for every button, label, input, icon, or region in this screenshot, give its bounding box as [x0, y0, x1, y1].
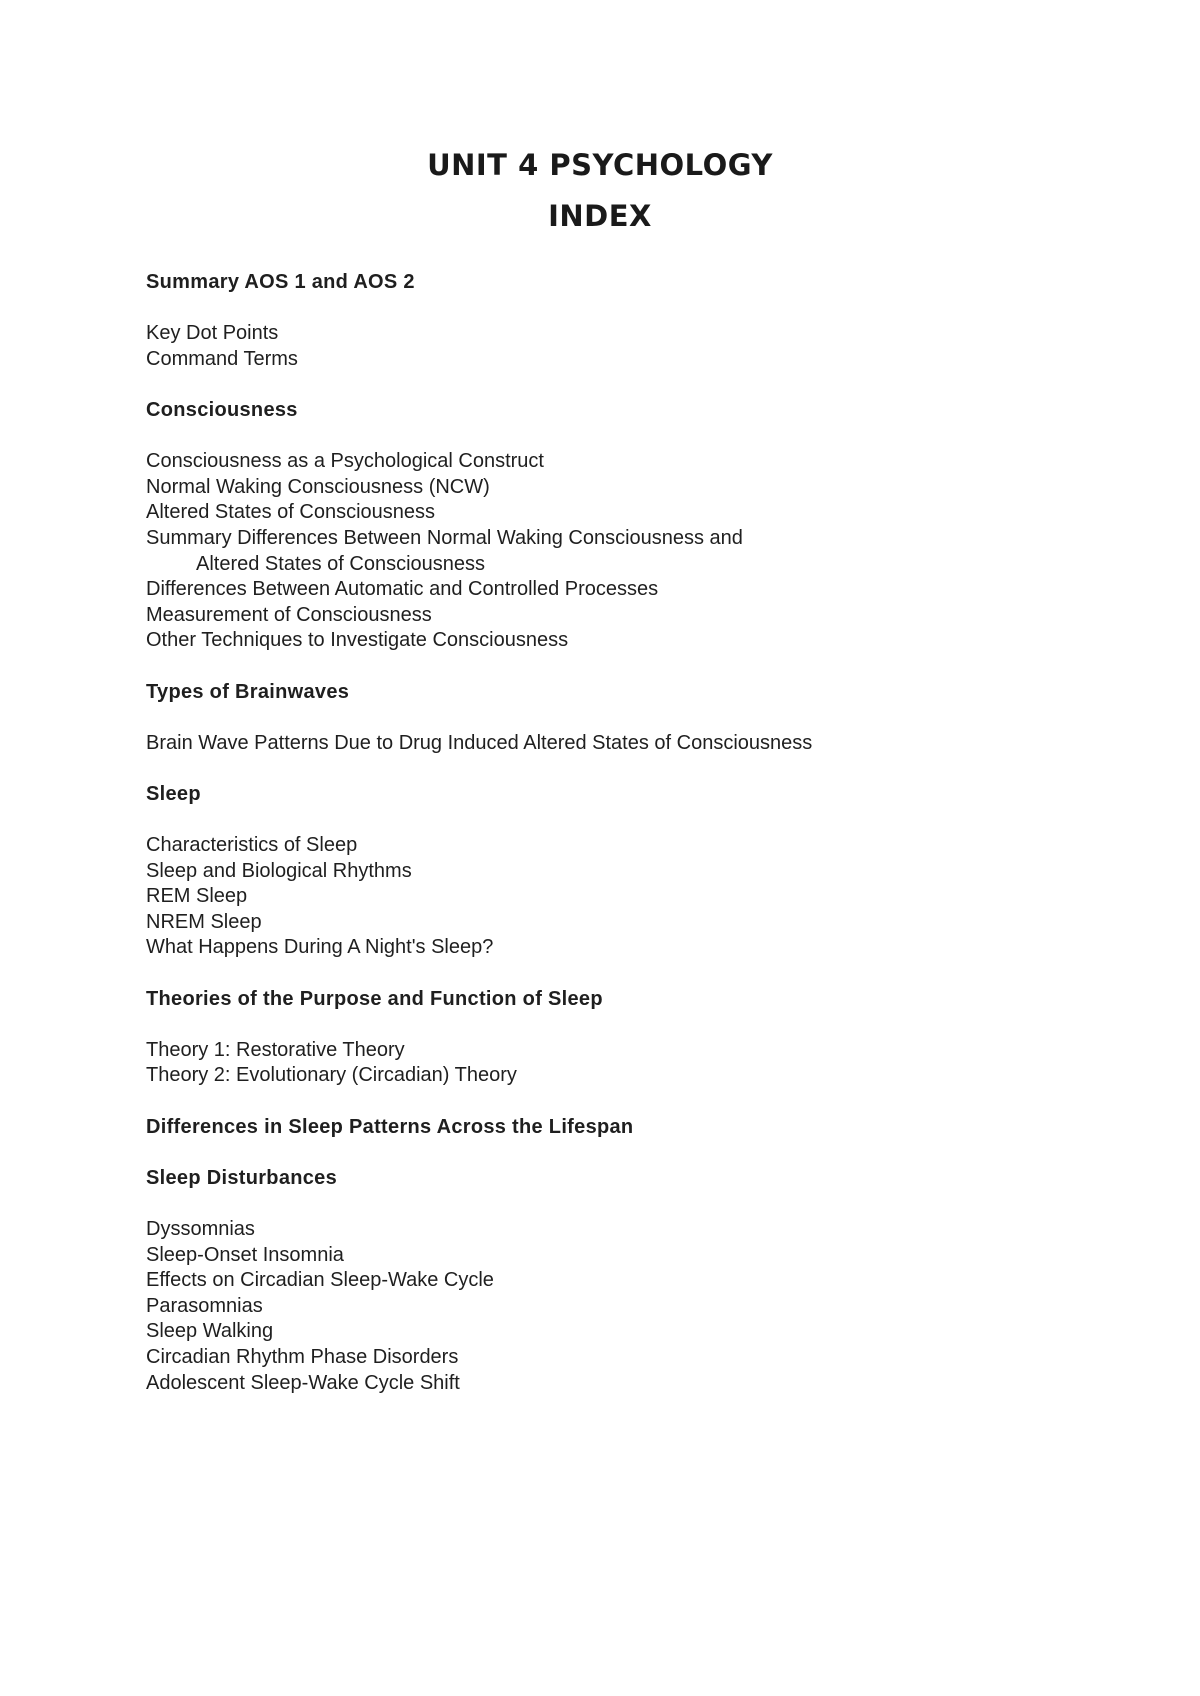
index-entry: Circadian Rhythm Phase Disorders [146, 1345, 459, 1368]
section-heading: Theories of the Purpose and Function of Sleep [146, 987, 603, 1010]
index-entry: Altered States of Consciousness [146, 501, 436, 524]
section-heading: Sleep Disturbances [146, 1166, 338, 1189]
index-entry: Summary Differences Between Normal Waking Consciousness and [146, 526, 743, 549]
section-sleep-theories [146, 987, 1106, 1089]
section-heading: Differences in Sleep Patterns Across the Lifespan [146, 1115, 634, 1138]
section-items [146, 1217, 1106, 1396]
index-entry: Characteristics of Sleep [146, 834, 358, 857]
index-entry: Other Techniques to Investigate Consciousness [146, 629, 569, 652]
index-entry: Parasomnias [146, 1294, 263, 1317]
index-entry: Adolescent Sleep-Wake Cycle Shift [146, 1371, 460, 1394]
section-heading: Summary AOS 1 and AOS 2 [146, 271, 415, 293]
section-sleep-disturbances [146, 1166, 1106, 1396]
section-heading: Types of Brainwaves [146, 680, 350, 703]
section-items [146, 731, 1106, 757]
section-items [146, 833, 1106, 961]
section-sleep [146, 782, 1106, 961]
index-entry: NREM Sleep [146, 910, 262, 933]
index-entry: Differences Between Automatic and Controlled Processes [146, 578, 659, 601]
index-entry: Command Terms [146, 347, 298, 370]
section-heading: Sleep [146, 782, 201, 805]
section-lifespan [146, 1115, 1106, 1141]
index-entry: Sleep Walking [146, 1320, 274, 1343]
index-entry: Effects on Circadian Sleep-Wake Cycle [146, 1269, 494, 1292]
section-items [146, 321, 1106, 372]
section-items [146, 449, 1106, 654]
document-title [0, 140, 1200, 242]
index-entry: Sleep and Biological Rhythms [146, 859, 412, 882]
index-entry: Normal Waking Consciousness (NCW) [146, 475, 490, 498]
index-entry: REM Sleep [146, 885, 248, 908]
index-entry: What Happens During A Night's Sleep? [146, 936, 494, 959]
index-entry: Consciousness as a Psychological Construct [146, 450, 544, 473]
index-entry: Sleep-Onset Insomnia [146, 1243, 344, 1266]
index-entry: Brain Wave Patterns Due to Drug Induced Altered States of Consciousness [146, 731, 813, 754]
section-brainwaves [146, 680, 1106, 757]
index-entry-continuation: Altered States of Consciousness [196, 552, 486, 575]
index-entry: Dyssomnias [146, 1217, 255, 1240]
title-index: INDEX [548, 199, 652, 233]
index-entry: Theory 1: Restorative Theory [146, 1038, 405, 1061]
index-content [146, 270, 1106, 1396]
section-summary [146, 270, 1106, 372]
section-items [146, 1038, 1106, 1089]
section-consciousness [146, 398, 1106, 654]
title-unit: UNIT 4 PSYCHOLOGY [427, 148, 773, 182]
index-entry: Theory 2: Evolutionary (Circadian) Theory [146, 1064, 517, 1087]
index-entry: Key Dot Points [146, 322, 279, 345]
index-entry: Measurement of Consciousness [146, 603, 432, 626]
section-heading: Consciousness [146, 398, 298, 421]
